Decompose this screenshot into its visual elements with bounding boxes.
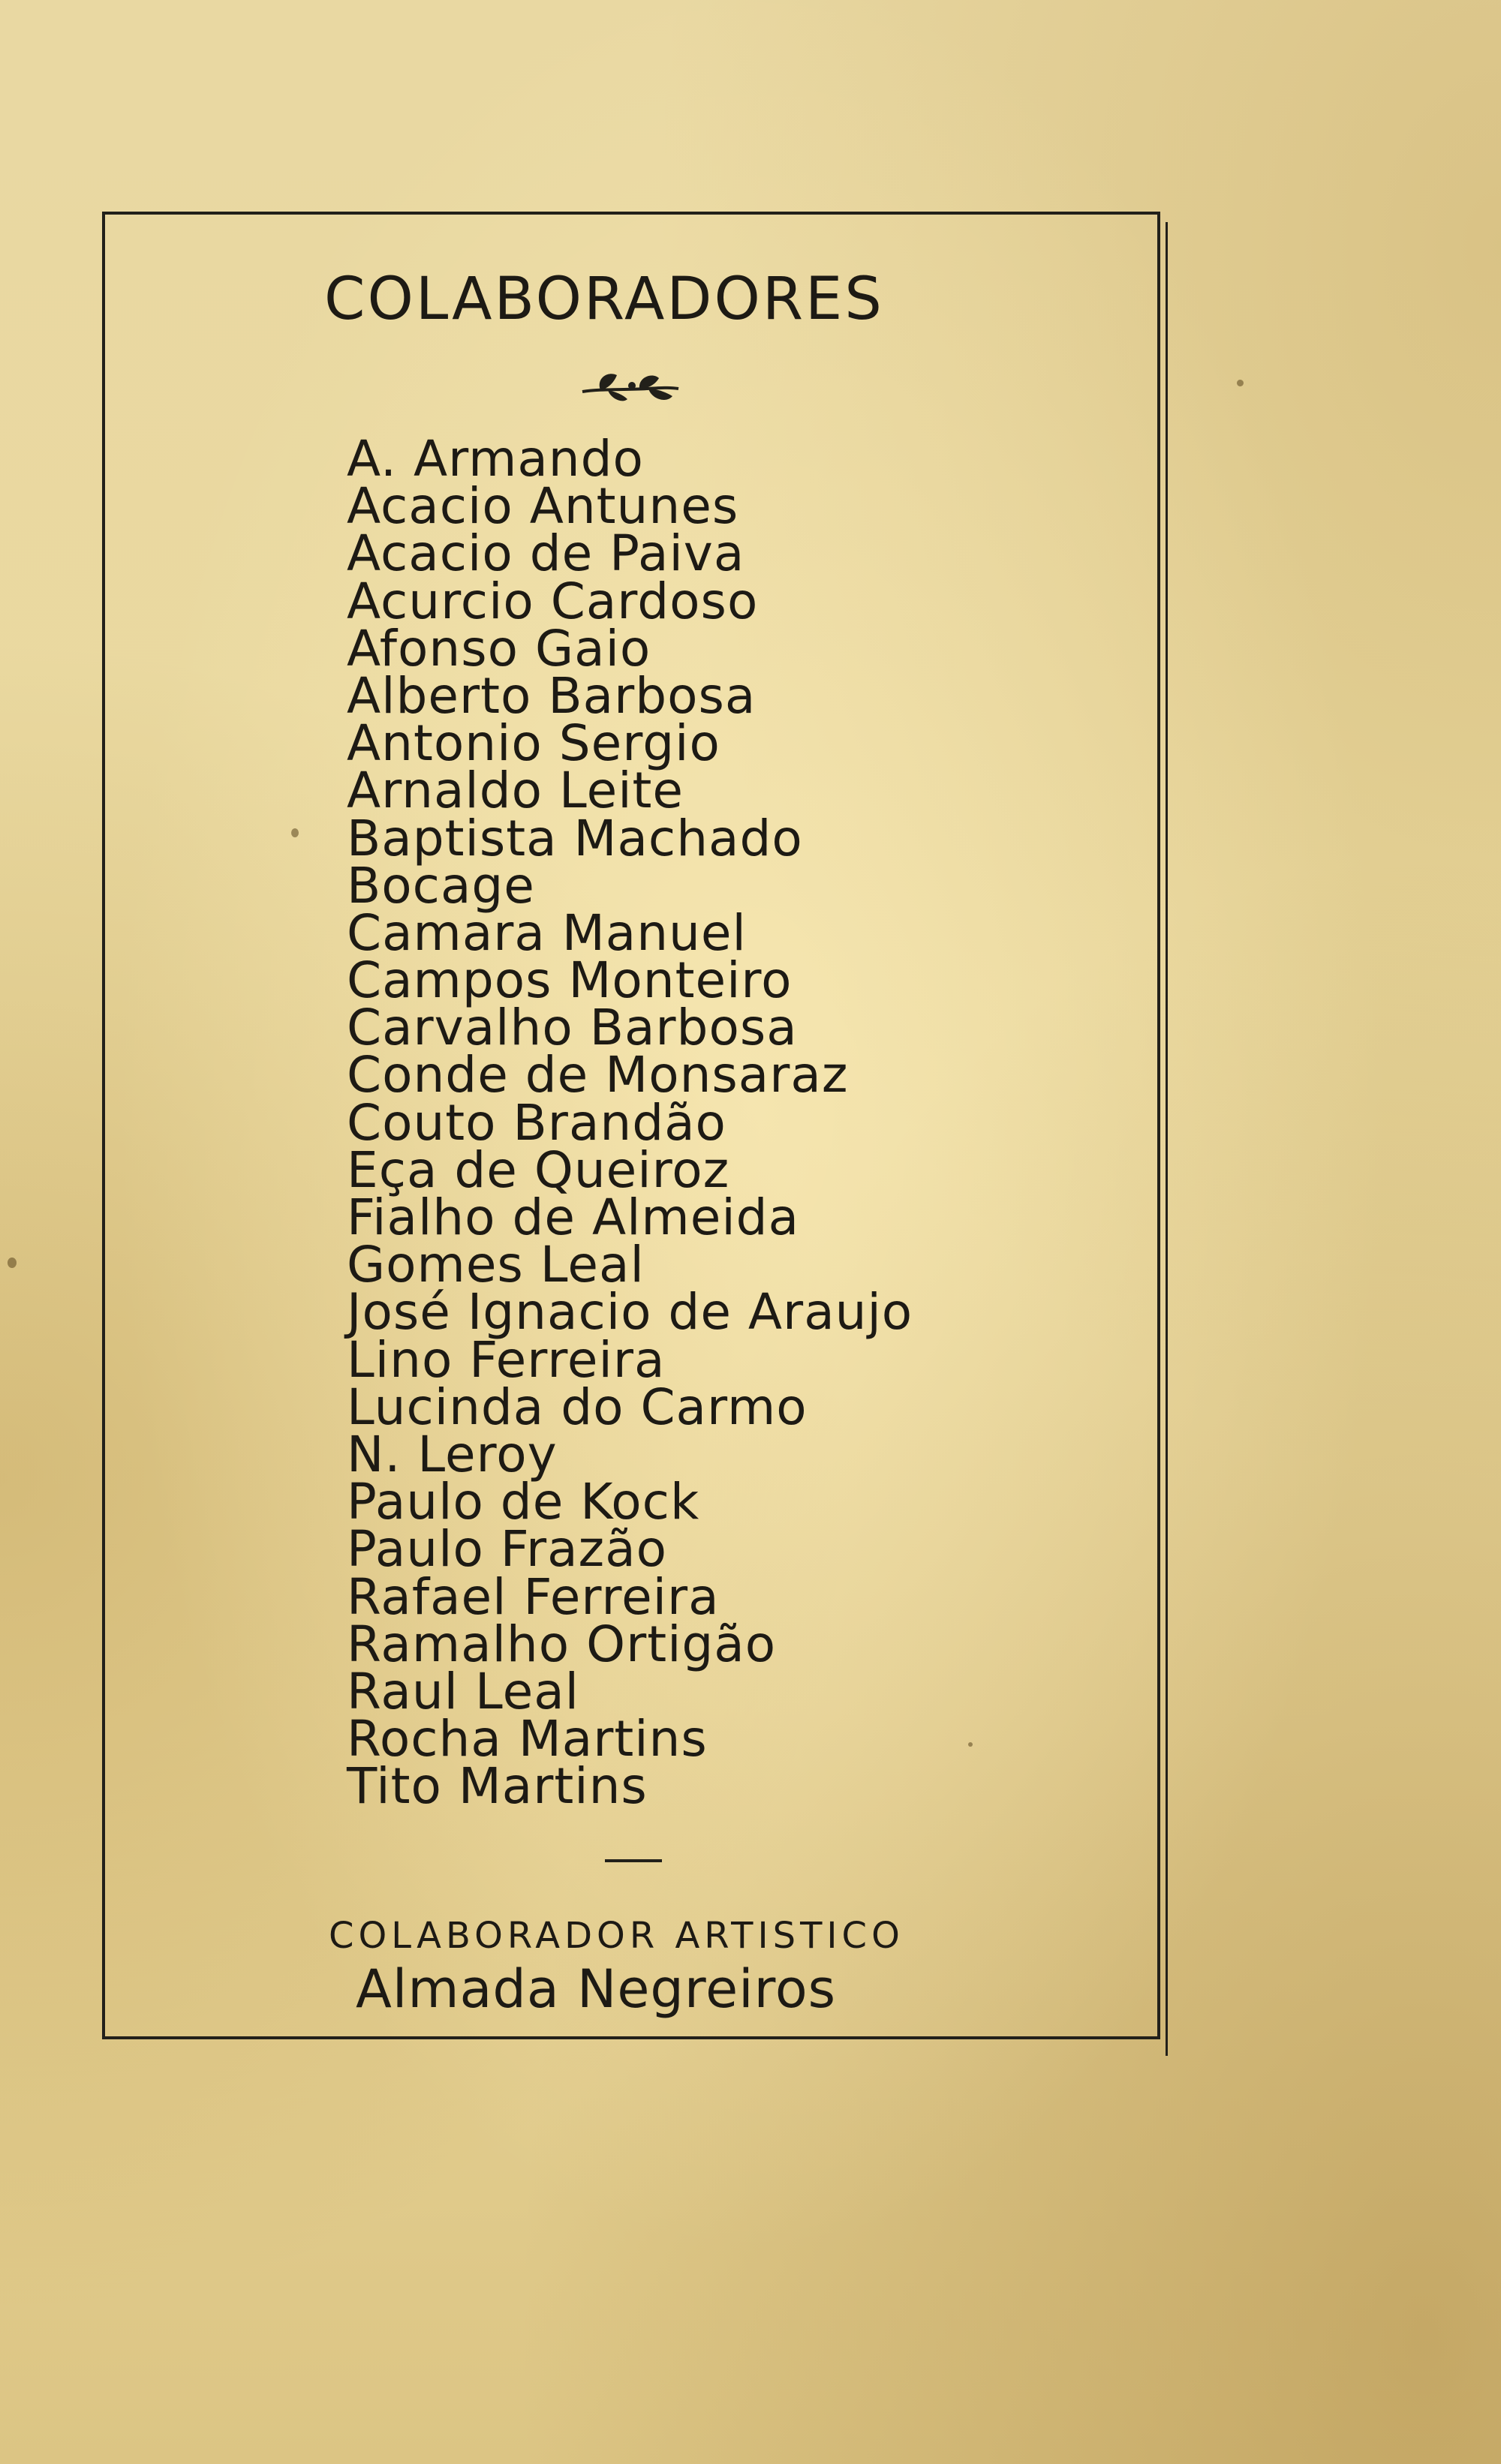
contributor-name: Antonio Sergio bbox=[347, 714, 720, 773]
page-title: COLABORADORES bbox=[324, 266, 884, 333]
paper-speck bbox=[8, 1258, 17, 1268]
contributor-name: Baptista Machado bbox=[347, 809, 803, 867]
contributor-name: Raul Leal bbox=[347, 1662, 579, 1720]
contributor-name: Bocage bbox=[347, 856, 535, 915]
contributor-name: Acacio Antunes bbox=[347, 477, 739, 536]
contributor-name: Paulo de Kock bbox=[347, 1473, 700, 1531]
contributor-name: Arnaldo Leite bbox=[347, 762, 684, 820]
contributor-name: Carvalho Barbosa bbox=[347, 999, 798, 1057]
contributor-name: Campos Monteiro bbox=[347, 951, 793, 1010]
contributor-name: Paulo Frazão bbox=[347, 1520, 668, 1579]
contributor-name: José Ignacio de Araujo bbox=[347, 1283, 913, 1342]
contributor-name: Camara Manuel bbox=[347, 903, 747, 962]
contributor-name: Acacio de Paiva bbox=[347, 524, 745, 583]
contributors-list bbox=[347, 430, 1142, 1816]
contributor-name: Ramalho Ortigão bbox=[347, 1615, 777, 1673]
contributor-name: Gomes Leal bbox=[347, 1236, 645, 1294]
contributor-name: Fialho de Almeida bbox=[347, 1188, 800, 1246]
contributor-name: Rocha Martins bbox=[347, 1710, 708, 1768]
contributor-name: Afonso Gaio bbox=[347, 619, 651, 678]
artistic-collaborator-name: Almada Negreiros bbox=[356, 1958, 837, 2020]
contributor-name: Lucinda do Carmo bbox=[347, 1378, 808, 1436]
contributor-name: Conde de Monsaraz bbox=[347, 1046, 849, 1104]
contributor-name: N. Leroy bbox=[347, 1425, 558, 1483]
contributor-name: Rafael Ferreira bbox=[347, 1567, 720, 1626]
contributor-name: Lino Ferreira bbox=[347, 1330, 666, 1389]
contributor-name: Couto Brandão bbox=[347, 1093, 726, 1152]
artistic-collaborator-label: COLABORADOR ARTISTICO bbox=[329, 1915, 904, 1957]
contributor-name: Eça de Queiroz bbox=[347, 1140, 730, 1199]
leaf-sprig-ornament-icon bbox=[578, 366, 683, 411]
paper-speck bbox=[1237, 380, 1244, 386]
contributor-name: A. Armando bbox=[347, 430, 644, 488]
contributor-name: Alberto Barbosa bbox=[347, 666, 757, 725]
contributor-name: Tito Martins bbox=[347, 1757, 648, 1816]
contributor-name: Acurcio Cardoso bbox=[347, 572, 759, 630]
section-divider bbox=[605, 1859, 662, 1862]
